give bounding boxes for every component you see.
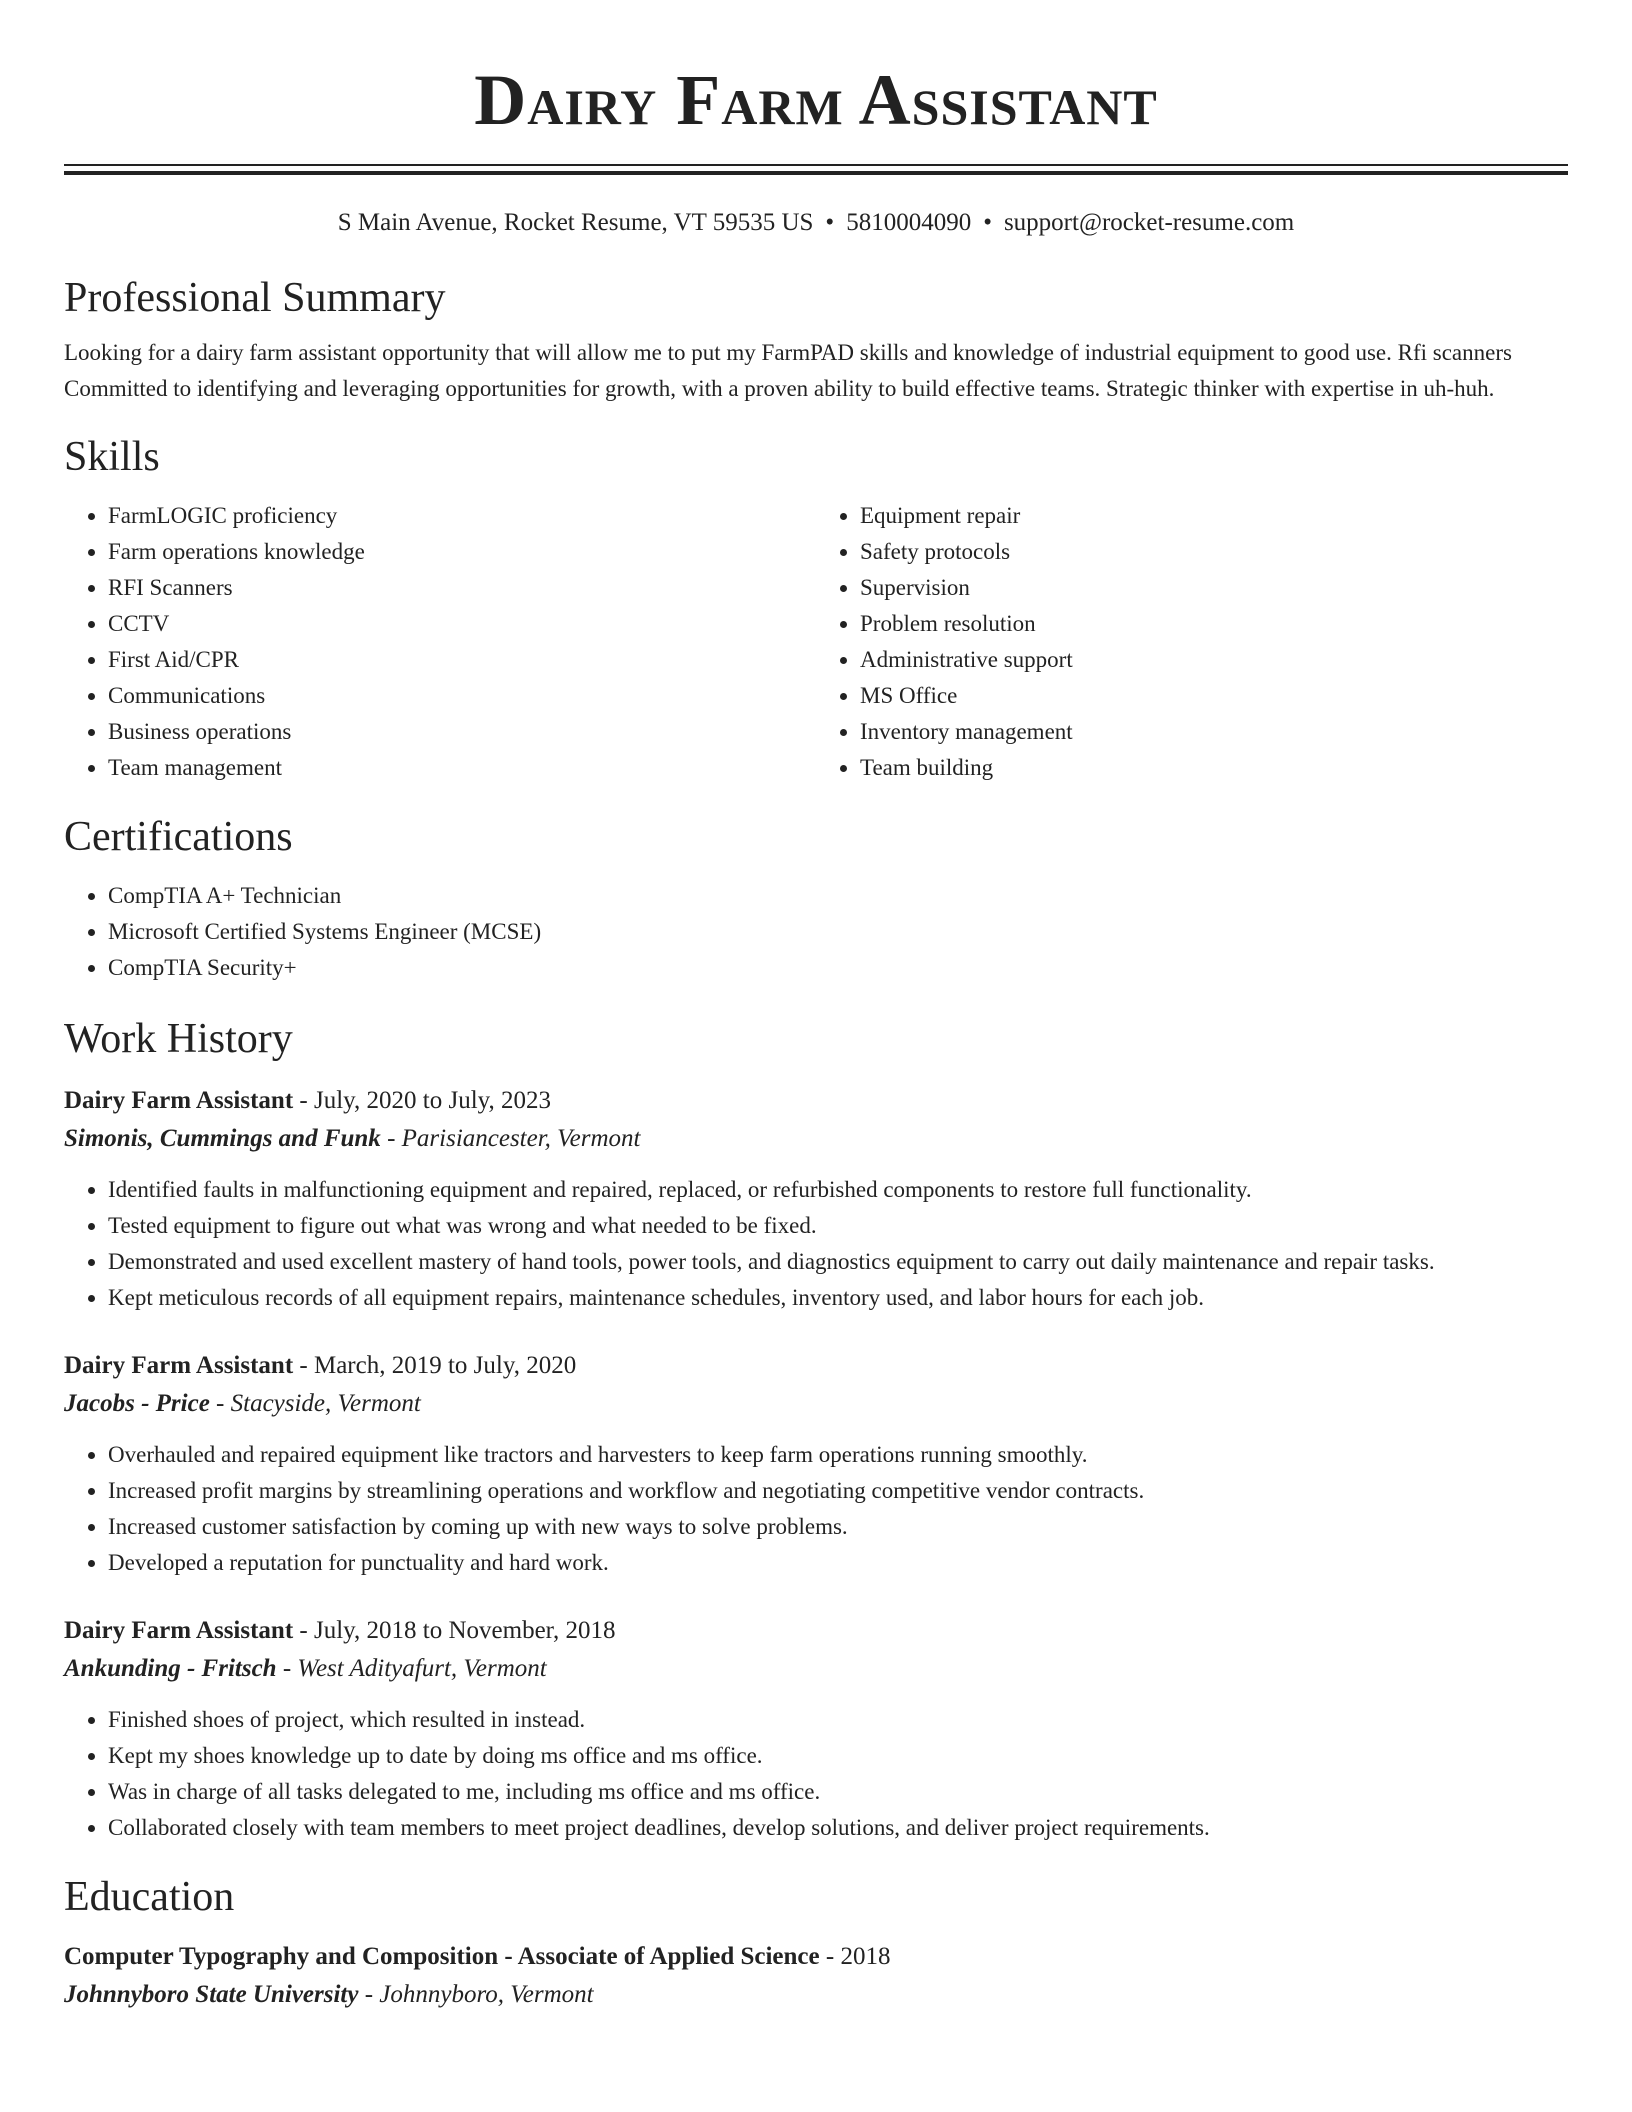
skill-item: • Communications [108,678,816,714]
certifications-list [64,878,1568,986]
resume-page [64,0,1568,2014]
skill-item: • Team building [860,750,1568,786]
education-year: - 2018 [825,1943,891,1970]
job-bullet: • Demonstrated and used excellent mastery of hand tools, power tools, and diagnostics equipment to carry out daily maintenance and repair tasks. [108,1244,1568,1280]
job-bullet: • Tested equipment to figure out what was wrong and what needed to be fixed. [108,1208,1568,1244]
skill-item: • Problem resolution [860,606,1568,642]
section-title-skills: Skills [64,434,160,480]
job-entry [64,1082,1568,1316]
job-bullet: • Was in charge of all tasks delegated to me, including ms office and ms office. [108,1774,1568,1810]
job-bullets [64,1702,1568,1846]
education-degree: Computer Typography and Composition - Associate of Applied Science [64,1943,820,1970]
contact-separator: • [983,209,992,236]
job-company: Simonis, Cummings and Funk [64,1125,381,1152]
contact-separator: • [825,209,835,236]
job-location: - West Adityafurt, Vermont [282,1655,547,1682]
section-title-education: Education [64,1874,235,1920]
skill-item: • Equipment repair [860,498,1568,534]
education-school-line [64,1976,1568,2014]
job-dates: - March, 2019 to July, 2020 [299,1352,577,1379]
job-company: Jacobs - Price [64,1390,210,1417]
job-company-line [64,1120,1568,1158]
skill-item: • FarmLOGIC proficiency [108,498,816,534]
contact-email: support@rocket-resume.com [1003,209,1295,236]
job-bullet: • Developed a reputation for punctuality and hard work. [108,1545,1568,1581]
summary-text: Looking for a dairy farm assistant opportunity that will allow me to put my FarmPAD skills and knowledge of industrial equipment to good use. Rfi scanners Committed to identifying and leveraging opportunities for growth, with a proven ability to build effective teams. Strategic thinker with expertise in uh-huh. [64,340,1512,401]
skills-list-right [816,498,1568,786]
job-company-line [64,1385,1568,1423]
skill-item: • RFI Scanners [108,570,816,606]
skills-columns [64,498,1568,786]
skill-item: • CCTV [108,606,816,642]
job-title-line [64,1347,1568,1385]
job-bullet: • Collaborated closely with team members to meet project deadlines, develop solutions, and deliver project requirements. [108,1810,1568,1846]
skill-item: • Supervision [860,570,1568,606]
job-entry [64,1347,1568,1581]
education-location: - Johnnyboro, Vermont [364,1981,594,2008]
education-school: Johnnyboro State University [64,1981,359,2008]
certification-item: • CompTIA Security+ [108,950,1568,986]
job-role: Dairy Farm Assistant [64,1617,294,1644]
job-bullet: • Finished shoes of project, which resulted in instead. [108,1702,1568,1738]
skill-item: • Safety protocols [860,534,1568,570]
education-entry [64,1938,1568,2014]
job-bullets [64,1172,1568,1316]
job-bullet: • Increased customer satisfaction by coming up with new ways to solve problems. [108,1509,1568,1545]
skill-item: • Inventory management [860,714,1568,750]
contact-address: S Main Avenue, Rocket Resume, VT 59535 US [337,209,814,236]
job-bullet: • Kept my shoes knowledge up to date by doing ms office and ms office. [108,1738,1568,1774]
job-company-line [64,1650,1568,1688]
skills-list-left [64,498,816,786]
skill-item: • First Aid/CPR [108,642,816,678]
job-location: - Stacyside, Vermont [216,1390,421,1417]
resume-name: Dairy Farm Assistant [474,60,1158,140]
job-bullets [64,1437,1568,1581]
contact-line [64,206,1568,240]
job-bullet: • Identified faults in malfunctioning equipment and repaired, replaced, or refurbished components to restore full functionality. [108,1172,1568,1208]
section-title-summary: Professional Summary [64,275,446,321]
job-role: Dairy Farm Assistant [64,1352,294,1379]
skill-item: • MS Office [860,678,1568,714]
skill-item: • Team management [108,750,816,786]
section-title-certifications: Certifications [64,814,293,860]
contact-phone: 5810004090 [846,209,972,236]
job-bullet: • Increased profit margins by streamlining operations and workflow and negotiating competitive vendor contracts. [108,1473,1568,1509]
job-company: Ankunding - Fritsch [64,1655,277,1682]
section-title-work-history: Work History [64,1016,293,1062]
job-dates: - July, 2018 to November, 2018 [299,1617,616,1644]
skill-item: • Business operations [108,714,816,750]
certification-item: • Microsoft Certified Systems Engineer (MCSE) [108,914,1568,950]
job-location: - Parisiancester, Vermont [387,1125,641,1152]
job-entry [64,1612,1568,1846]
education-degree-line [64,1938,1568,1976]
job-title-line [64,1612,1568,1650]
job-role: Dairy Farm Assistant [64,1087,294,1114]
job-bullet: • Kept meticulous records of all equipment repairs, maintenance schedules, inventory used, and labor hours for each job. [108,1280,1568,1316]
job-bullet: • Overhauled and repaired equipment like tractors and harvesters to keep farm operations running smoothly. [108,1437,1568,1473]
job-title-line [64,1082,1568,1120]
certification-item: • CompTIA A+ Technician [108,878,1568,914]
header-divider [64,164,1568,175]
skill-item: • Administrative support [860,642,1568,678]
skill-item: • Farm operations knowledge [108,534,816,570]
job-dates: - July, 2020 to July, 2023 [299,1087,552,1114]
